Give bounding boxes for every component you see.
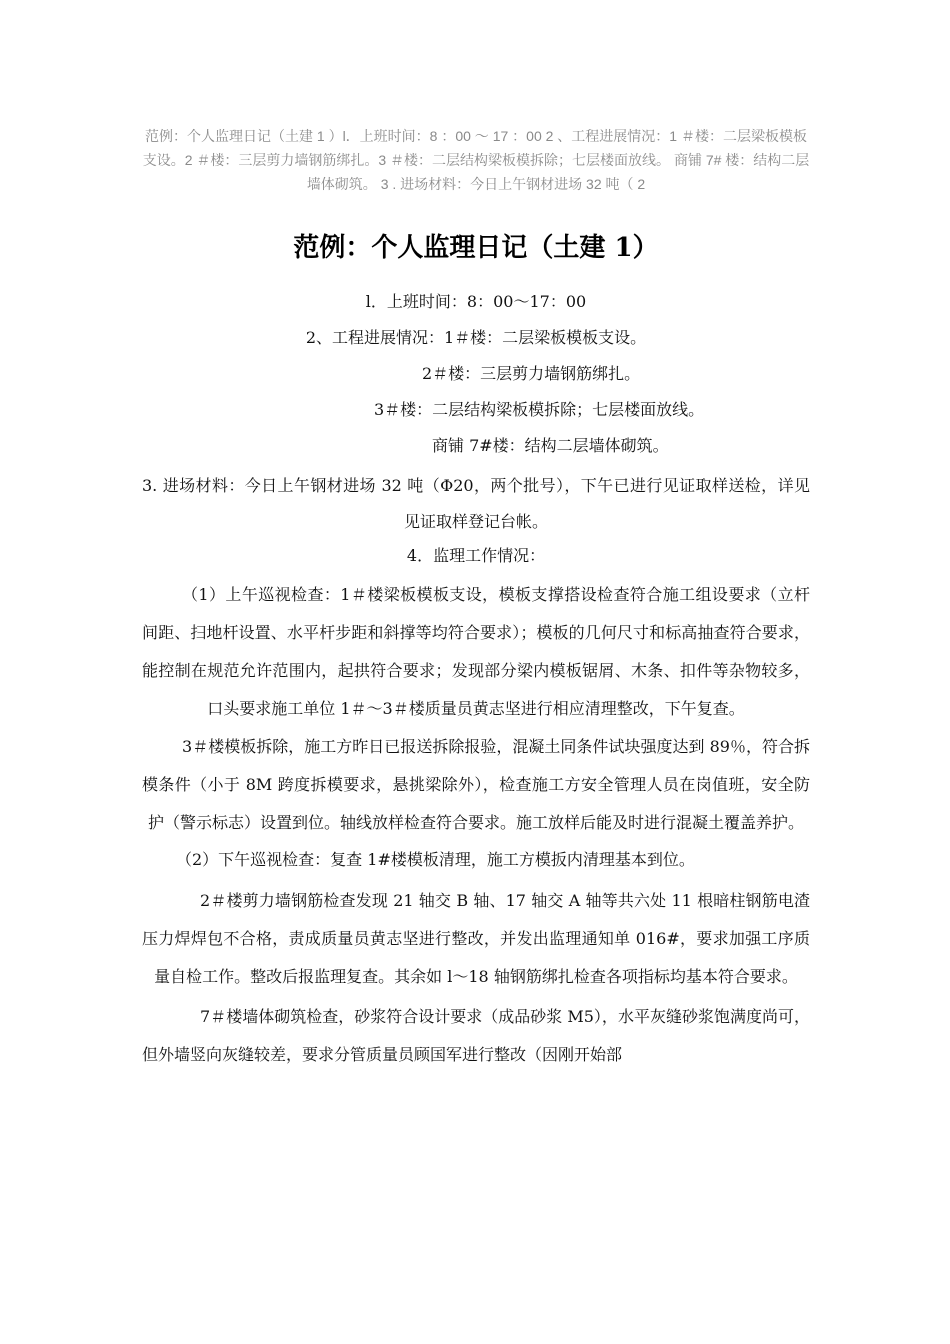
materials-paragraph: 3. 进场材料：今日上午钢材进场 32 吨（Φ20，两个批号），下午已进行见证取样送检，详见见证取样登记台帐。 — [142, 476, 810, 531]
building-7-masonry-paragraph: 7＃楼墙体砌筑检查，砂浆符合设计要求（成品砂浆 M5），水平灰缝砂浆饱满度尚可，但外墙竖向灰缝较差，要求分管质量员顾国军进行整改（因刚开始部 — [142, 1007, 810, 1064]
document-body — [142, 288, 810, 1074]
morning-inspection-paragraph: （1）上午巡视检查：1＃楼梁板模板支设，模板支撑搭设检查符合施工组设要求（立杆间距、扫地杆设置、水平杆步距和斜撑等均符合要求）；模板的几何尺寸和标高抽查符合要求，能控制在规范允许范围内，起拱符合要求；发现部分梁内模板锯屑、木条、扣件等杂物较多，口头要求施工单位 1＃～3＃楼质量员黄志坚进行相应清理整改，下午复查。 — [142, 585, 810, 718]
progress-line: 2、工程进展情况：1＃楼：二层梁板模板支设。 — [305, 328, 647, 347]
building-2-rebar-paragraph: 2＃楼剪力墙钢筋检查发现 21 轴交 B 轴、17 轴交 A 轴等共六处 11 根暗柱钢筋电渣压力焊焊包不合格，责成质量员黄志坚进行整改，并发出监理通知单 016#，要求加强工序质量自检工作。整改后报监理复查。其余如 l～18 轴钢筋绑扎检查各项指标均基本符合要求。 — [142, 891, 810, 986]
work-time-line: l．上班时间：8：00～17：00 — [365, 292, 587, 311]
document-title: 范例：个人监理日记（土建 1） — [293, 233, 659, 263]
supervision-heading: 4．监理工作情况： — [406, 546, 546, 565]
shop-7-line: 商铺 7#楼：结构二层墙体砌筑。 — [432, 436, 669, 455]
summary-excerpt: 范例：个人监理日记（土建 1 ）l．上班时间：8 ：00 ～ 17 ：00 2 、工程进展情况：1 ＃楼：二层梁板模板支设。2 ＃楼：三层剪力墙钢筋绑扎。3 ＃楼：二层结构梁板模拆除；七层楼面放线。 商铺 7# 楼：结构二层墙体砌筑。 3 . 进场材料：今日上午钢材进场 32 吨（ 2 — [142, 128, 810, 192]
afternoon-inspection-line: （2）下午巡视检查：复查 1#楼模板清理，施工方模扳内清理基本到位。 — [176, 850, 695, 869]
building-2-line: 2＃楼：三层剪力墙钢筋绑扎。 — [422, 364, 641, 383]
building-3-formwork-paragraph: 3＃楼模板拆除，施工方昨日已报送拆除报验，混凝土同条件试块强度达到 89％，符合拆模条件（小于 8M 跨度拆模要求，悬挑梁除外），检查施工方安全管理人员在岗值班，安全防护（警示标志）设置到位。轴线放样检查符合要求。施工放样后能及时进行混凝土覆盖养护。 — [142, 737, 810, 832]
building-3-line: 3＃楼：二层结构梁板模拆除；七层楼面放线。 — [374, 400, 705, 419]
